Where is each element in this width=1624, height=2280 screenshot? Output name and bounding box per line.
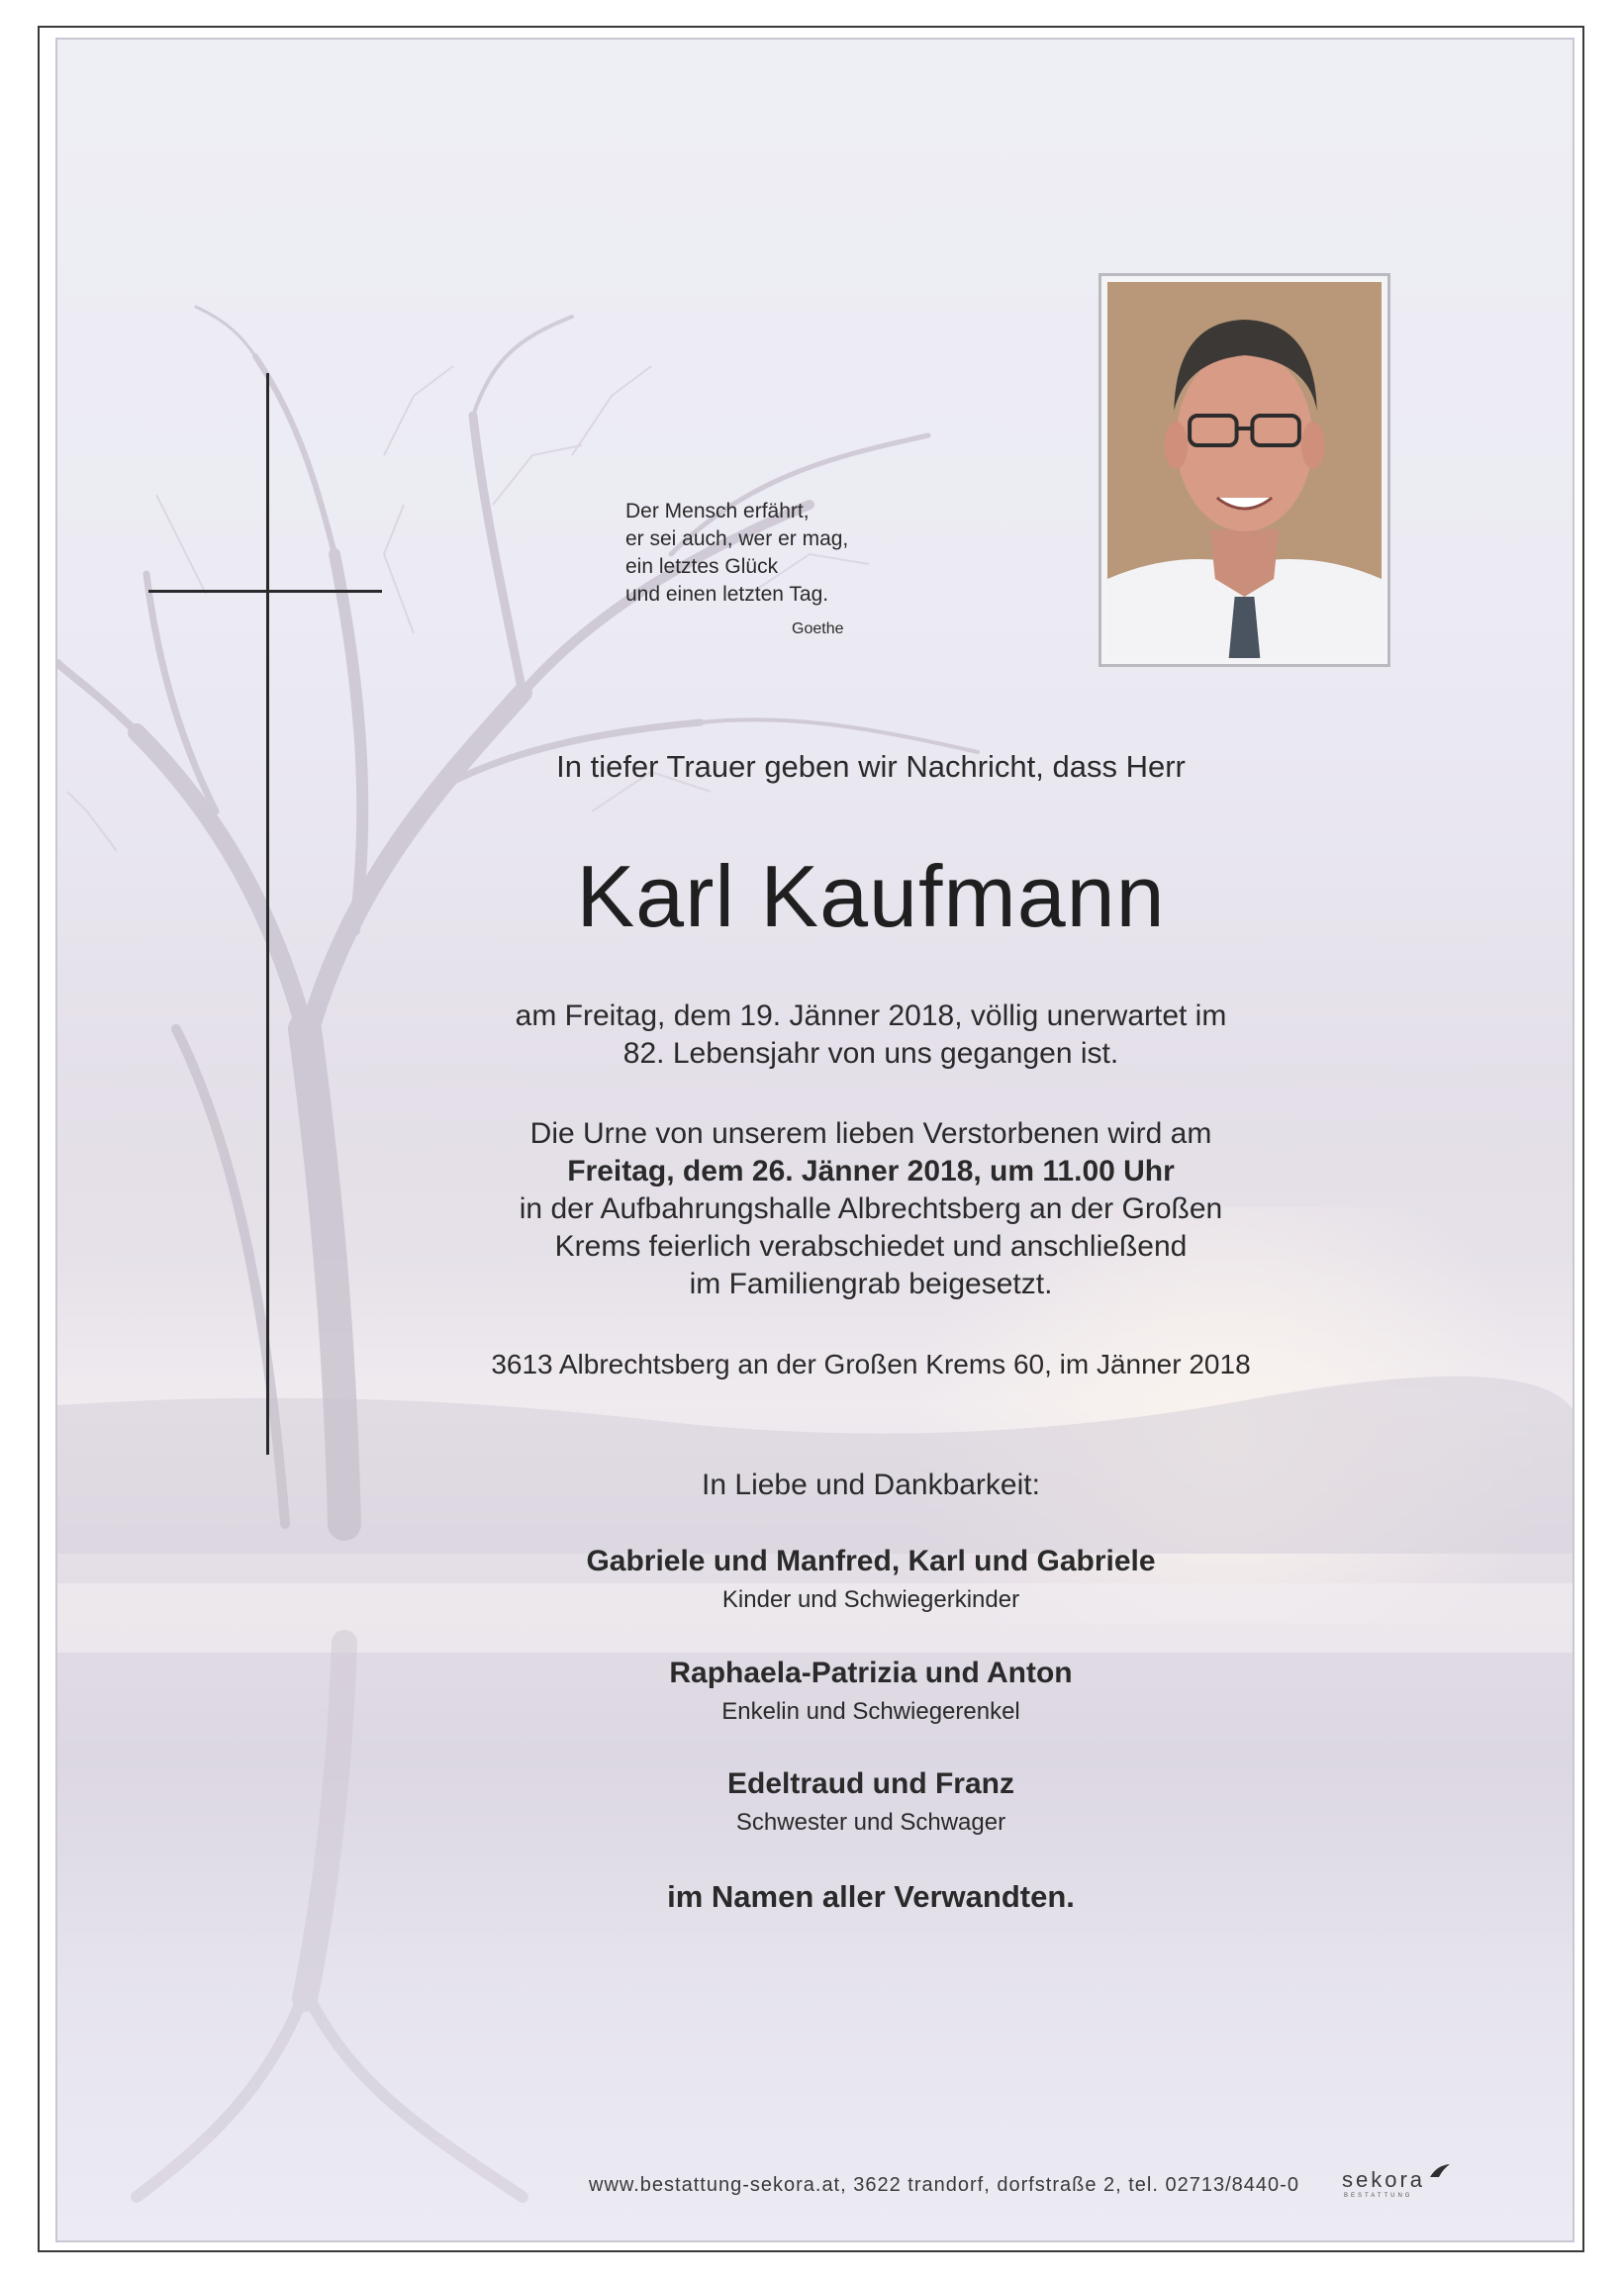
poem [625,498,883,609]
ceremony-line: in der Aufbahrungshalle Albrechtsberg an der Großen [519,1192,1223,1225]
sekora-logo [1342,2167,1451,2207]
logo-subtext: BESTATTUNG [1344,2193,1413,2199]
poem-author: Goethe [792,620,844,637]
family-relation: Kinder und Schwiegerkinder [721,1586,1020,1613]
family-names: Gabriele und Manfred, Karl und Gabriele [586,1545,1156,1577]
death-notice-line: 82. Lebensjahr von uns gegangen ist. [622,1037,1119,1070]
footer-contact: www.bestattung-sekora.at, 3622 trandorf, dorfstraße 2, tel. 02713/8440-0 [589,2174,1299,2196]
portrait-photo [1107,282,1382,658]
family-relation: Schwester und Schwager [735,1809,1006,1836]
closing-text: im Namen aller Verwandten. [667,1879,1075,1914]
cross-vertical-bar [266,373,269,1455]
ceremony-line: im Familiengrab beigesetzt. [689,1268,1053,1300]
ceremony-line: Krems feierlich verabschiedet und anschließend [554,1230,1188,1263]
family-relation: Enkelin und Schwiegerenkel [721,1698,1020,1725]
death-notice-line: am Freitag, dem 19. Jänner 2018, völlig unerwartet im [515,999,1227,1032]
poem-line: er sei auch, wer er mag, [625,527,849,550]
place-date: 3613 Albrechtsberg an der Großen Krems 60, im Jänner 2018 [491,1349,1251,1379]
portrait-frame [1099,273,1390,667]
intro-text: In tiefer Trauer geben wir Nachricht, dass Herr [556,749,1186,784]
ceremony-date: Freitag, dem 26. Jänner 2018, um 11.00 Uhr [567,1155,1175,1188]
ceremony-line: Die Urne von unserem lieben Verstorbenen wird am [529,1117,1212,1150]
logo-text: sekora [1342,2167,1426,2192]
family-names: Edeltraud und Franz [726,1767,1014,1800]
death-notice [435,998,1306,1073]
leaf-icon [1429,2163,1451,2179]
gratitude-text: In Liebe und Dankbarkeit: [702,1469,1040,1501]
ceremony-info [435,1115,1306,1303]
deceased-name: Karl Kaufmann [576,847,1166,945]
poem-line: Der Mensch erfährt, [625,500,810,522]
family-names: Raphaela-Patrizia und Anton [669,1657,1073,1689]
cross-horizontal-bar [148,590,382,593]
poem-line: und einen letzten Tag. [625,583,829,606]
poem-line: ein letztes Glück [625,555,779,578]
